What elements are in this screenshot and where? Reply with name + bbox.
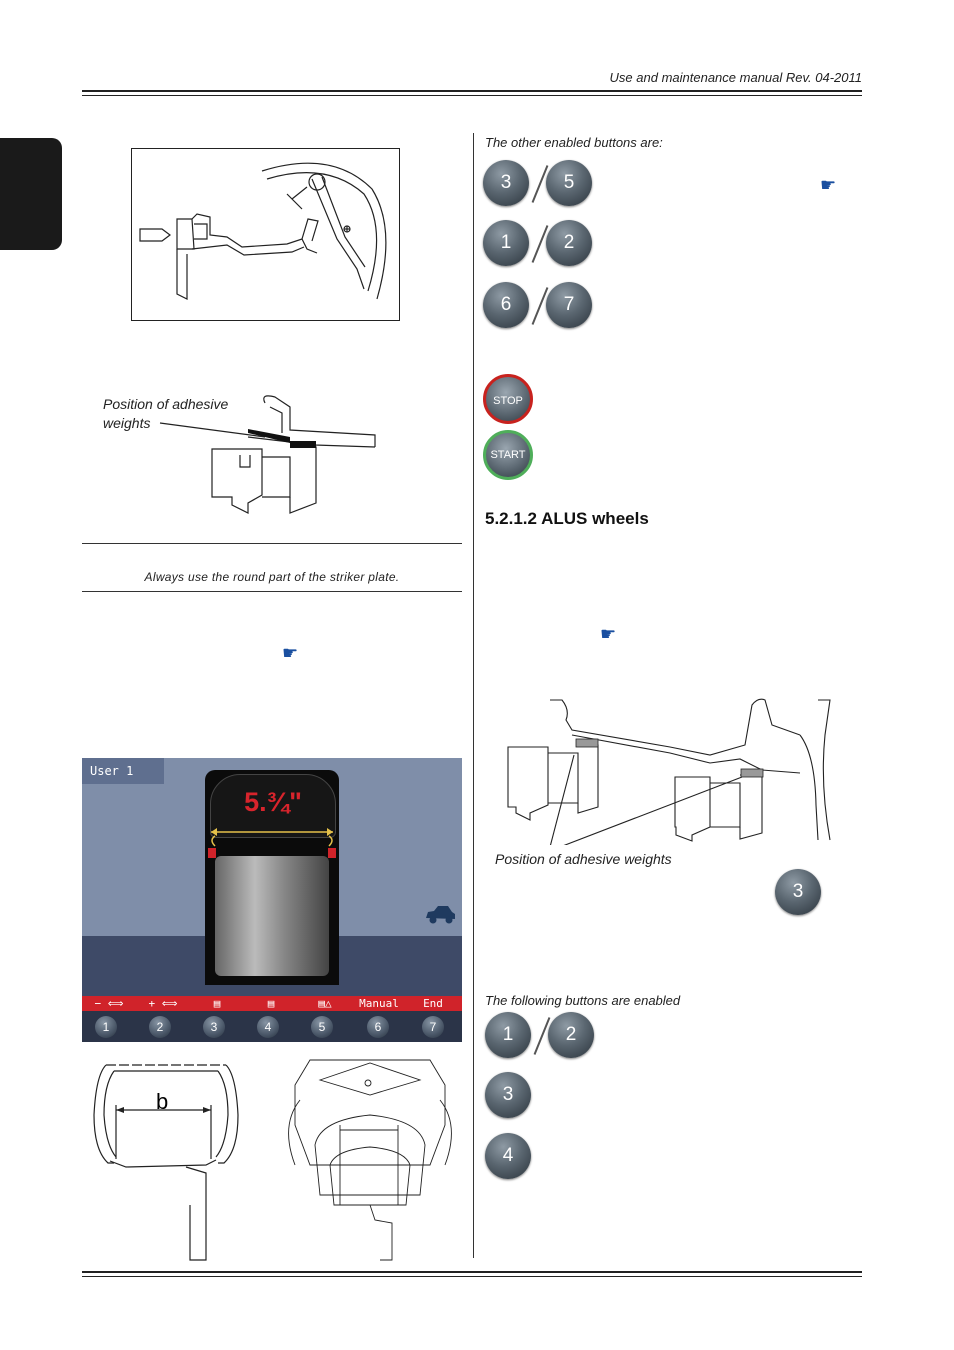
footer-rule <box>82 1271 862 1273</box>
rim-graphic <box>215 856 329 976</box>
header-rule <box>82 90 862 92</box>
number-bar <box>82 1011 462 1042</box>
enabled-intro: The other enabled buttons are: <box>485 135 663 150</box>
adhesive-weights-drawing <box>150 385 390 520</box>
car-icon <box>424 904 456 926</box>
start-button[interactable]: START <box>483 430 533 480</box>
alus-button-3[interactable]: 3 <box>775 869 821 915</box>
column-divider <box>473 133 474 1258</box>
stop-button[interactable]: STOP <box>483 374 533 424</box>
balancer-screen <box>82 758 462 1042</box>
width-arrow-icon <box>205 820 339 860</box>
function-5-label: ▤△ <box>318 997 332 1010</box>
pointing-hand-icon: ☛ <box>600 624 617 644</box>
alus-weights-drawing <box>500 695 862 845</box>
user-label: User 1 <box>82 758 164 784</box>
function-2-label: + ⟺ <box>148 997 178 1010</box>
following-button-3[interactable]: 3 <box>485 1072 531 1118</box>
following-button-2[interactable]: 2 <box>548 1012 594 1058</box>
screen-button-1[interactable]: 1 <box>95 1016 117 1038</box>
following-button-4[interactable]: 4 <box>485 1133 531 1179</box>
button-7[interactable]: 7 <box>546 282 592 328</box>
tyre-width-value: 5.¾" <box>244 787 302 817</box>
button-5[interactable]: 5 <box>546 160 592 206</box>
striker-plate-figure <box>131 148 400 321</box>
adhesive-caption: Position of adhesive weights <box>103 396 229 431</box>
function-3-label: ▤ <box>213 997 221 1010</box>
button-3[interactable]: 3 <box>483 160 529 206</box>
striker-plate-drawing <box>132 149 399 320</box>
header-rule-thin <box>82 95 862 96</box>
screen-button-3[interactable]: 3 <box>203 1016 225 1038</box>
pointing-hand-icon: ☛ <box>820 175 837 195</box>
screen-button-7[interactable]: 7 <box>422 1016 444 1038</box>
function-bar <box>82 996 462 1011</box>
function-7-label: End <box>423 997 443 1010</box>
button-6[interactable]: 6 <box>483 282 529 328</box>
note-top-rule <box>82 543 462 544</box>
button-2[interactable]: 2 <box>546 220 592 266</box>
footer-rule-thin <box>82 1276 862 1277</box>
wheel-display <box>205 770 339 985</box>
screen-button-2[interactable]: 2 <box>149 1016 171 1038</box>
striker-front-drawing <box>280 1055 460 1265</box>
function-6-label: Manual <box>359 997 399 1010</box>
screen-button-5[interactable]: 5 <box>311 1016 333 1038</box>
striker-note: Always use the round part of the striker plate. <box>144 570 400 584</box>
function-1-label: − ⟺ <box>94 997 124 1010</box>
following-button-1[interactable]: 1 <box>485 1012 531 1058</box>
button-1[interactable]: 1 <box>483 220 529 266</box>
chapter-tab <box>0 138 62 250</box>
tyre-section-drawing <box>86 1055 246 1265</box>
function-4-label: ▤ <box>267 997 275 1010</box>
note-bottom-rule <box>82 591 462 592</box>
screen-button-4[interactable]: 4 <box>257 1016 279 1038</box>
alus-caption: Position of adhesive weights <box>495 851 672 867</box>
section-title: 5.2.1.2 ALUS wheels <box>485 509 649 528</box>
pointing-hand-icon: ☛ <box>282 643 299 663</box>
following-intro: The following buttons are enabled <box>485 993 681 1008</box>
dimension-b-label: b <box>156 1089 169 1114</box>
header-title: Use and maintenance manual Rev. 04-2011 <box>609 70 862 85</box>
screen-button-6[interactable]: 6 <box>367 1016 389 1038</box>
